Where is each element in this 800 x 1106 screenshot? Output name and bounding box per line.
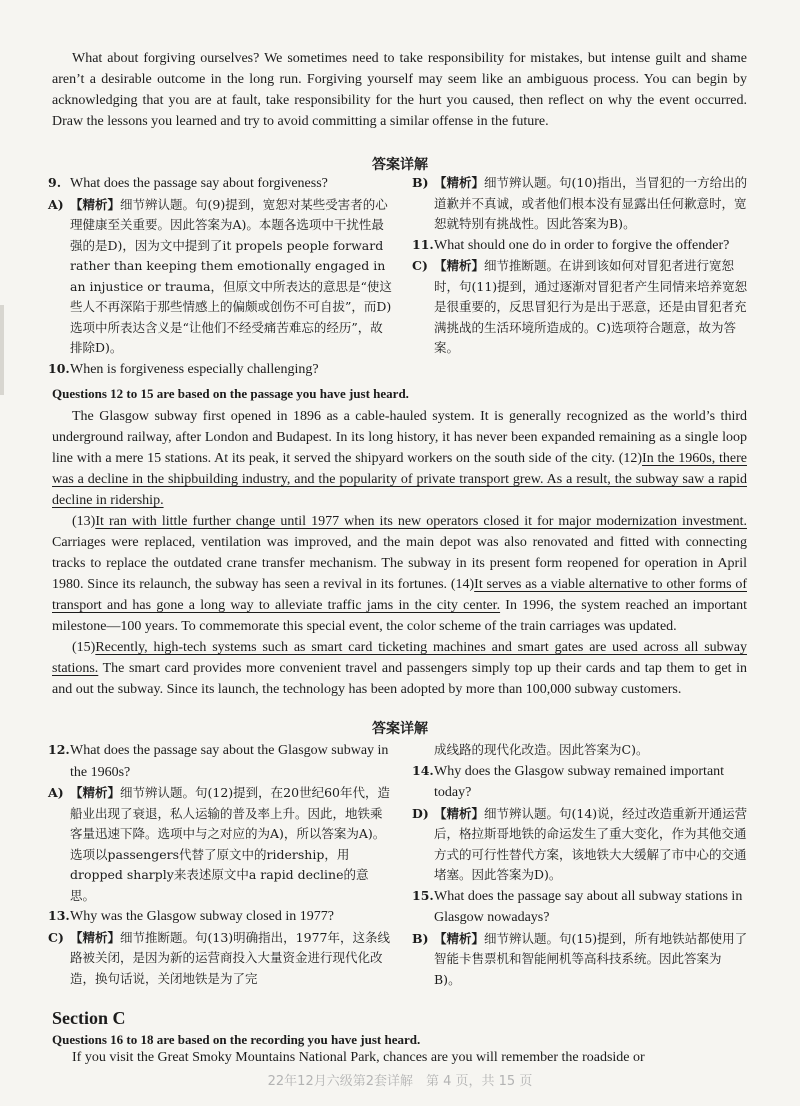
- question-number: 10.: [48, 360, 70, 376]
- underlined-sentence-12: In the 1960s, there was a decline in the shipbuilding industry, and the popularity of private transport grew. As a result, the subway saw a rapid decline in ridership.: [52, 451, 747, 508]
- question-10: [48, 359, 393, 381]
- question-text: What does the passage say about all subway stations in Glasgow nowadays?: [434, 888, 743, 925]
- analysis-tag: 【精析】: [434, 258, 485, 273]
- answers-left-column-2: [48, 740, 393, 989]
- scan-edge-mark: [0, 305, 4, 395]
- passage-text: Carriages were replaced, ventilation was improved, and the main depot was also renovated and fitted with connecting tracks to replace the outdated crane transfer mechanism. The subway in its present form reopened for operation in April 1980. Since its relaunch, the subway has seen a revival in its fortunes. (14): [52, 535, 747, 592]
- answers-left-column-1: [48, 173, 393, 380]
- question-11: [412, 235, 748, 257]
- underlined-sentence-13: It ran with little further change until 1977 when its new operators closed it for major modernization investment.: [95, 514, 747, 529]
- question-13: [48, 906, 393, 928]
- passage-text: The smart card provides more convenient travel and passengers simply top up their cards and tap them to get in and out the subway. Since its launch, the technology has been adopted by more than 100,000 subway customers.: [52, 661, 747, 697]
- question-number: 12.: [48, 742, 70, 757]
- answers-heading-2: 答案详解: [372, 721, 428, 737]
- analysis-text: 细节辨认题。句(10)指出，当冒犯的一方给出的道歉并不真诚，或者他们根本没有显露出任何歉意时，宽恕就特别有挑战性。因此答案为B)。: [434, 175, 748, 231]
- answer-option: A): [48, 196, 64, 212]
- analysis-tag: 【精析】: [434, 805, 485, 821]
- question-number: 15.: [412, 887, 434, 903]
- question-text: What does the passage say about forgiveness?: [70, 176, 328, 191]
- analysis-text: 细节推断题。句(13)明确指出，1977年，这条线路被关闭，是因为新的运营商投入大量资金进行现代化改造，换句话说，关闭地铁是为了完: [70, 929, 390, 986]
- analysis-tag: 【精析】: [434, 175, 485, 190]
- analysis-text: 成线路的现代化改造。因此答案为C)。: [434, 742, 649, 757]
- analysis-text: 细节辨认题。句(12)提到，在20世纪60年代，造船业出现了衰退，私人运输的普及率上升。因此，地铁乘客量迅速下降。选项中与之对应的为A)，所以答案为A)。选项以passengers代替了原文中的ridership，用dropped sharply来表述原文中a rapid decline的意思。: [70, 785, 390, 903]
- question-text: Why was the Glasgow subway closed in 1977?: [70, 909, 335, 924]
- question-text: Why does the Glasgow subway remained important today?: [434, 763, 725, 800]
- question-number: 13.: [48, 908, 70, 923]
- passage-text: The Glasgow subway first opened in 1896 as a cable-hauled system. It is generally recognized as the world’s third underground railway, after London and Budapest. In its long history, it has never been expanded remaining as a single loop line with a mere 15 stations. At its peak, it served the shipyard workers on the south side of the city. (12): [52, 409, 747, 466]
- answer-9: [48, 195, 393, 359]
- question-9: [48, 173, 393, 195]
- analysis-text: 细节辨认题。句(9)提到，宽恕对某些受害者的心理健康至关重要。因此答案为A)。本题各选项中干扰性最强的是D)，因为文中提到了it propels people forward rather than keeping them emotionally engaged in an injustice or trauma，但原文中所表达的意思是“使这些人不再深陷于那些情感上的偏颇或创伤不可自拔”，而D)选项中所表达含义是“让他们不经受痛苦难忘的经历”，故排除D)。: [70, 196, 392, 355]
- answer-14: [412, 804, 748, 886]
- answer-13-continued: [412, 740, 748, 761]
- page-footer: 22年12月六级第2套详解 第 4 页，共 15 页: [267, 1074, 533, 1089]
- answer-option: C): [48, 929, 64, 945]
- answer-15: [412, 929, 748, 991]
- question-text: When is forgiveness especially challenging?: [70, 361, 319, 377]
- sentence-number-15: (15): [72, 640, 96, 655]
- analysis-tag: 【精析】: [70, 196, 121, 212]
- analysis-tag: 【精析】: [434, 930, 485, 946]
- answer-option: D): [412, 805, 429, 821]
- question-15: [412, 886, 748, 929]
- answers-right-column-1: [412, 173, 748, 359]
- answer-12: [48, 783, 393, 906]
- analysis-text: 细节辨认题。句(15)提到，所有地铁站都使用了智能卡售票机和智能闸机等高科技系统。因此答案为B)。: [434, 930, 748, 987]
- answer-option: A): [48, 785, 64, 800]
- question-number: 14.: [412, 762, 434, 778]
- sentence-number-13: (13): [72, 514, 96, 529]
- passage-paragraph-2: [52, 511, 747, 637]
- answer-11: [412, 256, 748, 359]
- question-number: 9.: [48, 175, 62, 190]
- answer-option: B): [412, 175, 429, 190]
- passage-paragraph-1: [52, 406, 747, 511]
- answers-heading-1: 答案详解: [372, 157, 428, 173]
- underlined-sentence-14: It serves as a viable alternative to other forms of transport and has gone a long way to alleviate traffic jams in the city center.: [52, 577, 747, 613]
- question-number: 11.: [412, 236, 434, 252]
- question-text: What does the passage say about the Glasgow subway in the 1960s?: [70, 743, 389, 780]
- question-12: [48, 740, 393, 783]
- questions-16-18-intro: Questions 16 to 18 are based on the recording you have just heard.: [52, 1032, 421, 1047]
- answer-13: [48, 928, 393, 990]
- passage-text: In 1996, the system reached an important milestone—100 years. To commemorate this special event, the color scheme of the train carriages was updated.: [52, 598, 747, 634]
- question-text: What should one do in order to forgive the offender?: [434, 237, 730, 253]
- section-c-first-line: If you visit the Great Smoky Mountains National Park, chances are you will remember the roadside or: [72, 1050, 645, 1065]
- passage-glasgow-subway: [52, 406, 747, 700]
- analysis-text: 细节推断题。在讲到该如何对冒犯者进行宽恕时，句(11)提到，通过逐渐对冒犯者产生同情来培养宽恕是很重要的，反思冒犯行为是出于恶意，还是由冒犯者充满挑战的生活环境所造成的。C)选项符合题意，故为答案。: [434, 258, 748, 355]
- answer-10: [412, 173, 748, 235]
- analysis-tag: 【精析】: [70, 929, 121, 945]
- question-14: [412, 761, 748, 804]
- answer-option: C): [412, 258, 428, 273]
- underlined-sentence-15: Recently, high-tech systems such as smart card ticketing machines and smart gates are used across all subway stations.: [52, 640, 747, 676]
- passage-paragraph-3: [52, 637, 747, 700]
- analysis-tag: 【精析】: [70, 785, 121, 800]
- intro-paragraph: What about forgiving ourselves? We sometimes need to take responsibility for mistakes, but intense guilt and shame aren’t a desirable outcome in the long run. Forgiving yourself may seem like an ambiguous process. You can begin by acknowledging that you are at fault, take responsibility for the hurt you caused, then reflect on why the event occurred. Draw the lessons you learned and try to avoid committing a similar offense in the future.: [52, 51, 747, 129]
- answers-right-column-2: [412, 740, 748, 990]
- answer-option: B): [412, 930, 429, 946]
- questions-12-15-intro: Questions 12 to 15 are based on the passage you have just heard.: [52, 386, 409, 401]
- section-c-title: Section C: [52, 1008, 126, 1028]
- analysis-text: 细节辨认题。句(14)说，经过改造重新开通运营后，格拉斯哥地铁的命运发生了重大变化，作为其他交通方式的可行性替代方案，该地铁大大缓解了市中心的交通堵塞。因此答案为D)。: [434, 805, 748, 882]
